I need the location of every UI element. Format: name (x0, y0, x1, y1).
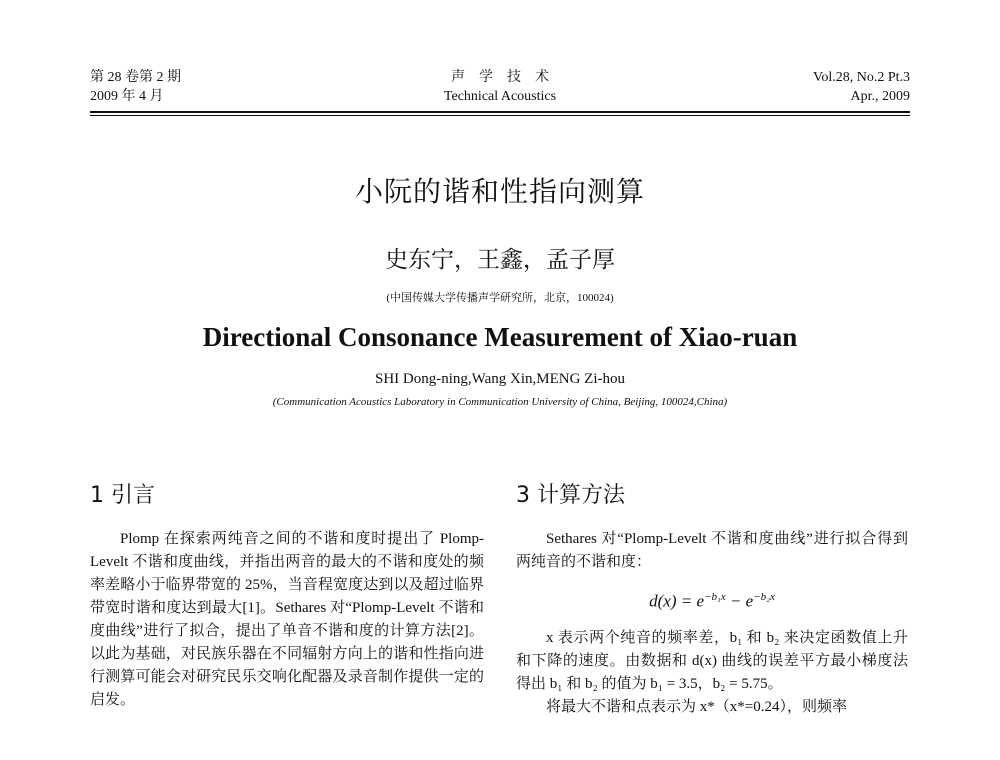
journal-name-en: Technical Acoustics (443, 89, 557, 104)
left-column (90, 528, 484, 712)
authors-en: SHI Dong-ning,Wang Xin,MENG Zi-hou (374, 371, 626, 387)
header-right (813, 68, 910, 106)
header-center (395, 68, 605, 106)
title-cn: 小阮的谐和性指向测算 (354, 175, 645, 208)
section-3-heading: 3 计算方法 (516, 483, 625, 508)
date-en: Apr., 2009 (850, 89, 910, 104)
section-1-heading: 1 引言 (90, 483, 155, 508)
dissonance-formula (516, 574, 908, 627)
authors-cn: 史东宁，王鑫，孟子厚 (385, 247, 615, 273)
journal-name-cn: 声学技术 (451, 70, 563, 85)
formula-exponent-2: −b₂x (753, 591, 775, 603)
formula-exponent-1: −b₁x (704, 591, 726, 603)
formula-minus: − e (725, 591, 754, 611)
title-en: Directional Consonance Measurement of Xiao-ruan (202, 322, 798, 352)
intro-paragraph: Plomp 在探索两纯音之间的不谐和度时提出了 Plomp-Levelt 不谐和度曲线，并指出两音的最大的不谐和度处的频率差略小于临界带宽的 25%，当音程宽度达到以及超过临界带宽时谐和度达到最大[1]。Sethares 对“Plomp-Levelt 不谐和度曲线”进行了拟合，提出了单音不谐和度的计算方法[2]。以此为基础，对民族乐器在不同辐射方向上的谐和性指向进行测算可能会对研究民乐交响化配器及录音制作提供一定的启发。 (90, 531, 484, 708)
right-column (516, 528, 908, 719)
header-left (90, 68, 181, 106)
header-rule-thick (90, 111, 910, 113)
method-paragraph-1: Sethares 对“Plomp-Levelt 不谐和度曲线”进行拟合得到两纯音的不谐和度： (516, 531, 908, 570)
affiliation-en: (Communication Acoustics Laboratory in Communication University of China, Beijing, 100024,China) (272, 396, 728, 408)
header-rule-thin (90, 115, 910, 116)
date-cn: 2009 年 4 月 (90, 89, 164, 104)
method-paragraph-2: x 表示两个纯音的频率差，b₁ 和 b₂ 来决定函数值上升和下降的速度。由数据和 d(x) 曲线的误差平方最小梯度法得出 b₁ 和 b₂ 的值为 b₁ = 3.5，b₂ = 5.75。 (516, 629, 908, 692)
method-paragraph-3: 将最大不谐和点表示为 x*（x*=0.24），则频率 (546, 698, 847, 715)
volume-issue-cn: 第 28 卷第 2 期 (90, 70, 181, 85)
affiliation-cn: (中国传媒大学传播声学研究所，北京，100024) (386, 292, 614, 304)
volume-en: Vol.28, No.2 Pt.3 (813, 70, 910, 85)
formula-lhs: d(x) = e (649, 591, 705, 611)
